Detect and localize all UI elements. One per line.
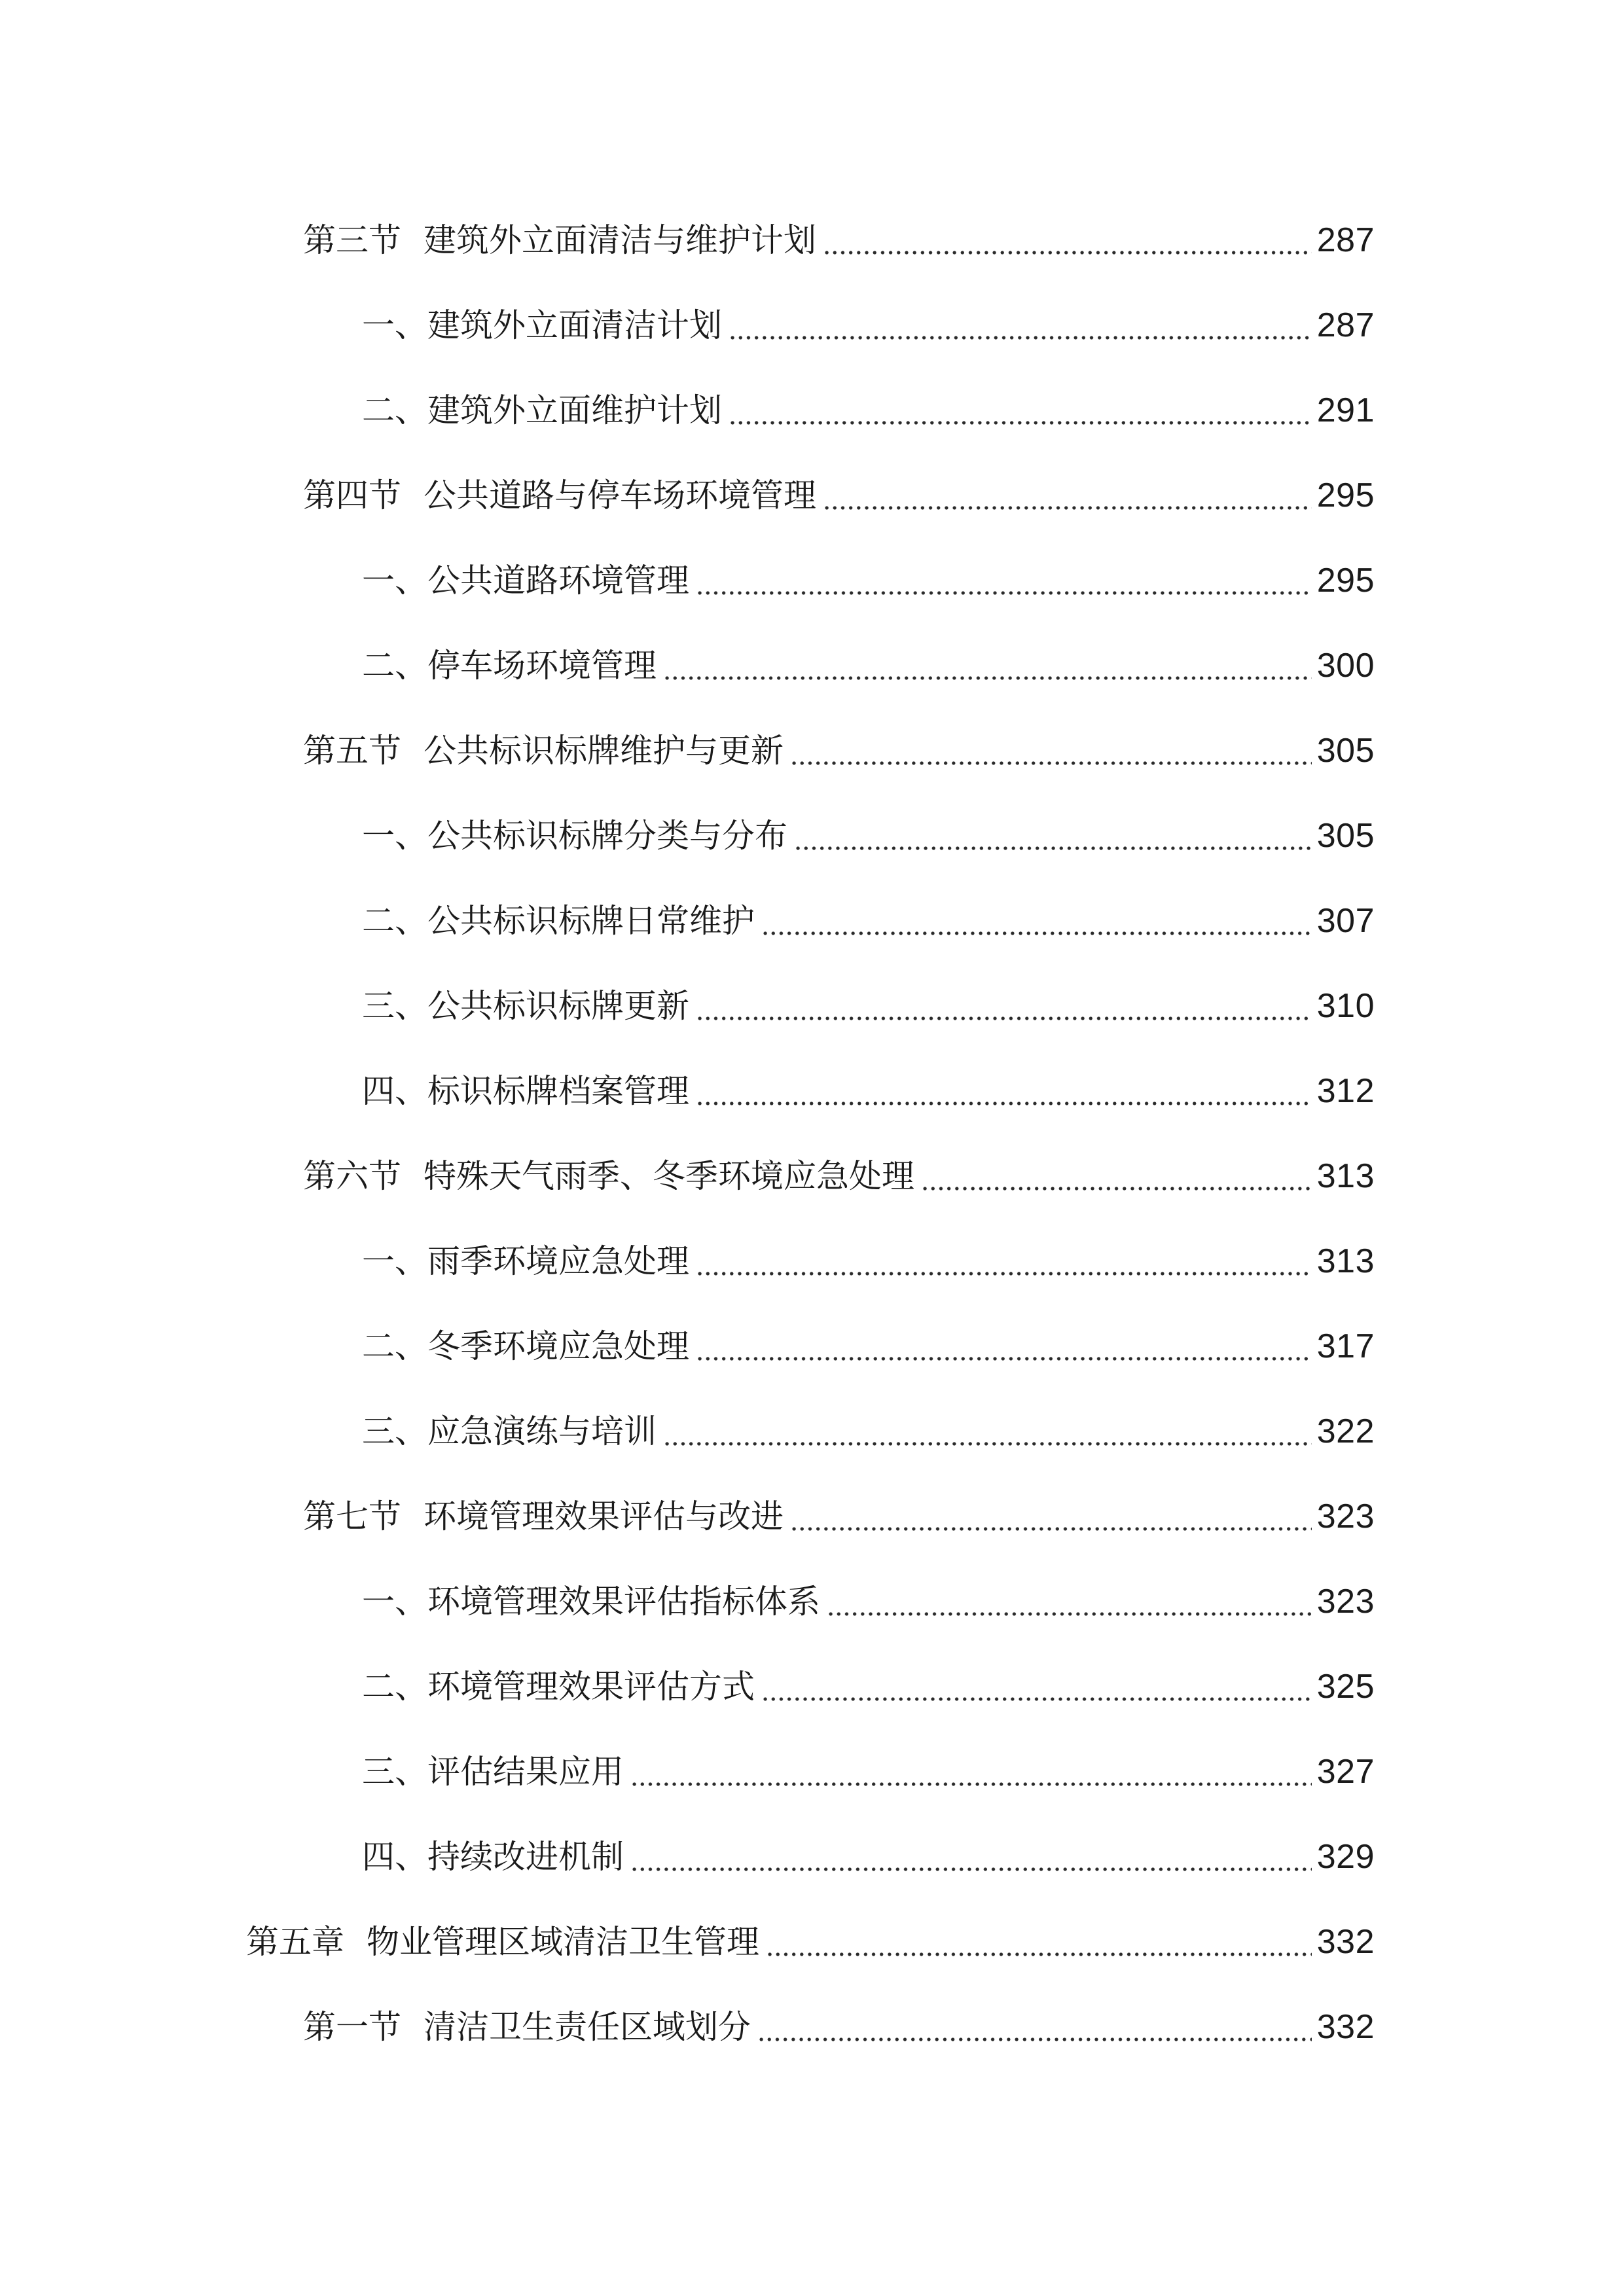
toc-entry-title: 应急演练与培训: [427, 1412, 657, 1450]
dot-leader: [921, 1166, 1312, 1192]
dot-leader: [827, 1591, 1312, 1617]
toc-entry-page: 312: [1316, 1072, 1375, 1110]
toc-entry-page: 305: [1316, 817, 1375, 855]
toc-entry[interactable]: [362, 980, 1375, 1032]
toc-entry-number: 一、: [362, 1242, 427, 1280]
toc-entry-label: [362, 1660, 755, 1713]
toc-entry[interactable]: [362, 1405, 1375, 1458]
toc-entry-page: 313: [1316, 1157, 1375, 1195]
dot-leader: [663, 655, 1312, 681]
toc-entry-title: 公共道路与停车场环境管理: [424, 476, 816, 514]
toc-entry[interactable]: [303, 1490, 1375, 1543]
toc-entry-number: 一、: [362, 1583, 427, 1621]
dot-leader: [696, 1081, 1312, 1107]
toc-entry-page: 287: [1316, 306, 1375, 344]
toc-entry-number: 第六节: [303, 1157, 401, 1195]
toc-entry-page: 300: [1316, 647, 1375, 685]
toc-entry-label: [362, 299, 722, 351]
toc-entry-label: [303, 2001, 751, 2053]
toc-entry-number: 一、: [362, 306, 427, 344]
dot-leader: [766, 1931, 1312, 1958]
dot-leader: [696, 570, 1312, 596]
toc-entry-page: 329: [1316, 1838, 1375, 1876]
dot-leader: [696, 1336, 1312, 1362]
dot-leader: [729, 315, 1312, 341]
toc-entry-page: 307: [1316, 902, 1375, 940]
toc-entry-title: 持续改进机制: [427, 1838, 624, 1876]
toc-entry-number: 第三节: [303, 221, 401, 259]
toc-entry[interactable]: [362, 1065, 1375, 1117]
toc-entry-title: 公共道路环境管理: [427, 562, 689, 600]
toc-entry-number: 二、: [362, 902, 427, 940]
toc-entry-number: 第四节: [303, 476, 401, 514]
toc-entry-number: 二、: [362, 1327, 427, 1365]
toc-entry-title: 特殊天气雨季、冬季环境应急处理: [424, 1157, 914, 1195]
toc-entry-title: 公共标识标牌维护与更新: [424, 732, 784, 770]
toc-entry[interactable]: [362, 1575, 1375, 1628]
dot-leader: [790, 1506, 1312, 1532]
toc-entry-title: 建筑外立面清洁计划: [427, 306, 722, 344]
toc-entry[interactable]: [246, 1916, 1375, 1968]
toc-entry-title: 清洁卫生责任区域划分: [424, 2008, 751, 2046]
toc-entry-number: 二、: [362, 647, 427, 685]
toc-entry[interactable]: [362, 384, 1375, 437]
toc-entry-number: 三、: [362, 987, 427, 1025]
toc-entry-page: 317: [1316, 1327, 1375, 1365]
dot-leader: [757, 2017, 1312, 2043]
toc-entry-title: 环境管理效果评估与改进: [424, 1498, 784, 1535]
toc-entry[interactable]: [362, 554, 1375, 607]
toc-entry-number: 第五章: [246, 1923, 344, 1961]
toc-entry-label: [303, 469, 816, 522]
toc-entry-label: [303, 1490, 784, 1543]
toc-entry-title: 冬季环境应急处理: [427, 1327, 689, 1365]
toc-entry-number: 第五节: [303, 732, 401, 770]
toc-entry-title: 建筑外立面维护计划: [427, 391, 722, 429]
toc-entry-title: 标识标牌档案管理: [427, 1072, 689, 1110]
toc-entry-label: [362, 1065, 689, 1117]
toc-entry-number: 第一节: [303, 2008, 401, 2046]
toc-entry-number: 二、: [362, 1668, 427, 1706]
dot-leader: [761, 1676, 1312, 1702]
toc-entry-number: 一、: [362, 817, 427, 855]
toc-entry[interactable]: [362, 1660, 1375, 1713]
toc-entry[interactable]: [303, 2001, 1375, 2053]
toc-entry[interactable]: [362, 1235, 1375, 1287]
toc-entry-title: 物业管理区域清洁卫生管理: [367, 1923, 759, 1961]
toc-entry-label: [362, 1575, 820, 1628]
toc-entry-label: [362, 1746, 624, 1798]
dot-leader: [729, 400, 1312, 426]
toc-entry-title: 评估结果应用: [427, 1753, 624, 1791]
toc-entry-label: [362, 384, 722, 437]
toc-entry-page: 332: [1316, 1923, 1375, 1961]
toc-entry[interactable]: [362, 810, 1375, 862]
toc-entry-label: [362, 554, 689, 607]
dot-leader: [790, 740, 1312, 766]
toc-entry-page: 325: [1316, 1668, 1375, 1706]
toc-entry-label: [362, 980, 689, 1032]
toc-entry-number: 四、: [362, 1838, 427, 1876]
toc-entry[interactable]: [362, 1831, 1375, 1883]
toc-entry[interactable]: [362, 895, 1375, 947]
toc-entry-title: 建筑外立面清洁与维护计划: [424, 221, 816, 259]
toc-entry-label: [362, 639, 657, 692]
toc-entry-label: [246, 1916, 759, 1968]
toc-entry-number: 四、: [362, 1072, 427, 1110]
toc-entry-page: 332: [1316, 2008, 1375, 2046]
toc-entry-label: [362, 1235, 689, 1287]
toc-entry-page: 310: [1316, 987, 1375, 1025]
toc-entry-page: 295: [1316, 476, 1375, 514]
toc-entry-number: 二、: [362, 391, 427, 429]
dot-leader: [696, 1251, 1312, 1277]
toc-entry-label: [362, 1831, 624, 1883]
toc-entry[interactable]: [362, 299, 1375, 351]
toc-entry[interactable]: [303, 214, 1375, 266]
toc-entry-number: 三、: [362, 1753, 427, 1791]
toc-entry-label: [362, 1405, 657, 1458]
toc-entry-number: 一、: [362, 562, 427, 600]
toc-entry-label: [362, 1320, 689, 1372]
toc-entry[interactable]: [362, 1320, 1375, 1372]
dot-leader: [794, 825, 1312, 852]
toc-entry-title: 环境管理效果评估方式: [427, 1668, 755, 1706]
toc-entry-title: 公共标识标牌更新: [427, 987, 689, 1025]
dot-leader: [761, 910, 1312, 937]
dot-leader: [696, 996, 1312, 1022]
toc-entry-label: [303, 214, 816, 266]
dot-leader: [630, 1846, 1312, 1873]
toc-entry-page: 323: [1316, 1583, 1375, 1621]
toc-entry-page: 305: [1316, 732, 1375, 770]
dot-leader: [823, 230, 1312, 256]
toc-entry-label: [362, 810, 787, 862]
toc-entry-label: [303, 725, 784, 777]
toc-entry-number: 三、: [362, 1412, 427, 1450]
toc-entry-number: 第七节: [303, 1498, 401, 1535]
toc-entry-page: 322: [1316, 1412, 1375, 1450]
toc-entry-page: 287: [1316, 221, 1375, 259]
toc-entry-page: 313: [1316, 1242, 1375, 1280]
toc-entry-page: 327: [1316, 1753, 1375, 1791]
toc-entry[interactable]: [303, 1150, 1375, 1202]
toc-entry[interactable]: [303, 725, 1375, 777]
toc-entry[interactable]: [362, 639, 1375, 692]
toc-entry-page: 323: [1316, 1498, 1375, 1535]
toc-entry-title: 公共标识标牌分类与分布: [427, 817, 787, 855]
toc-entry-label: [362, 895, 755, 947]
dot-leader: [823, 485, 1312, 511]
toc-entry-title: 公共标识标牌日常维护: [427, 902, 755, 940]
toc-entry[interactable]: [303, 469, 1375, 522]
toc-entry-title: 雨季环境应急处理: [427, 1242, 689, 1280]
toc-entry-title: 停车场环境管理: [427, 647, 657, 685]
toc-entry-title: 环境管理效果评估指标体系: [427, 1583, 820, 1621]
dot-leader: [663, 1421, 1312, 1447]
toc-entry-page: 295: [1316, 562, 1375, 600]
toc-entry-page: 291: [1316, 391, 1375, 429]
toc-entry[interactable]: [362, 1746, 1375, 1798]
toc-entry-label: [303, 1150, 914, 1202]
dot-leader: [630, 1761, 1312, 1787]
